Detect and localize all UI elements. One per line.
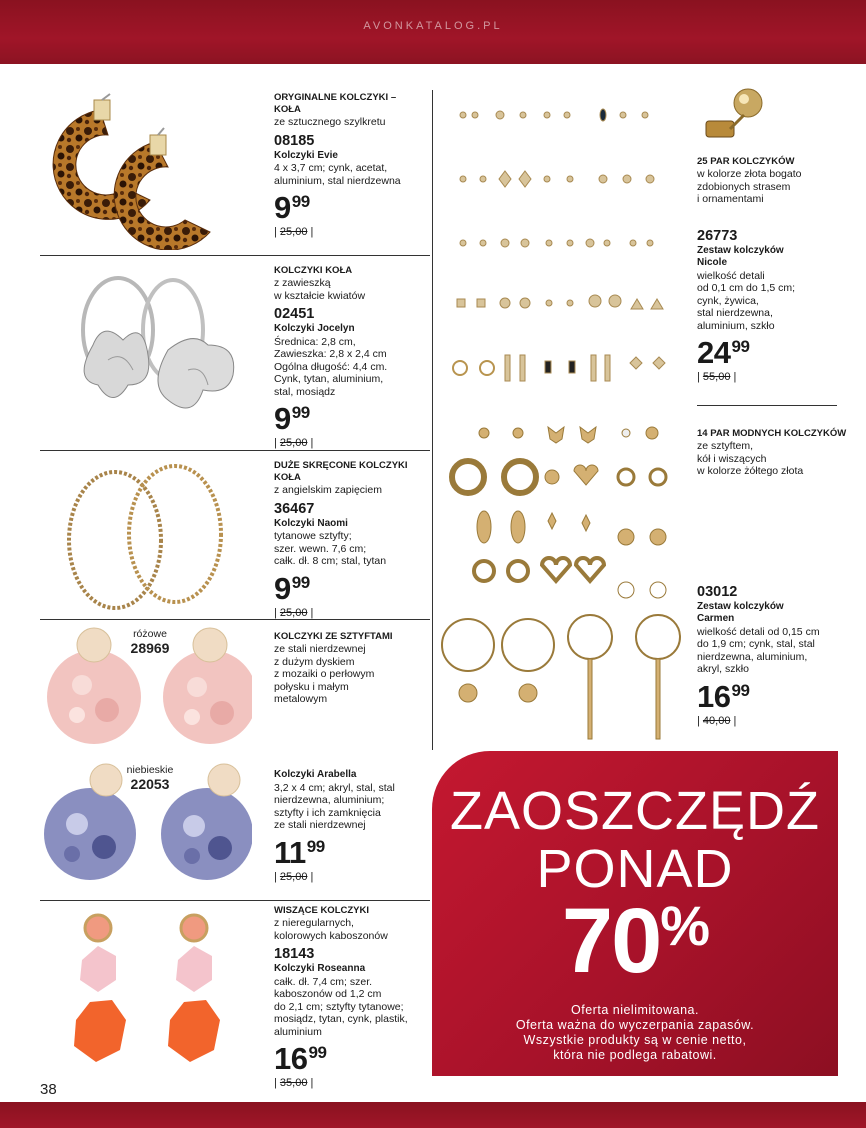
product-detail: Ogólna długość: 4,4 cm. [274, 360, 388, 373]
stud-closeup-image [700, 85, 770, 155]
product-code: 02451 [274, 306, 315, 322]
divider [40, 255, 430, 256]
product-roseanna [274, 905, 430, 1090]
product-detail: wielkość detali od 0,15 cm [697, 625, 820, 638]
product-code: 26773 [697, 227, 738, 244]
carmen-earrings-set-image [440, 415, 695, 745]
promo-line-1: ZAOSZCZĘDŹ [450, 781, 820, 841]
product-title: DUŻE SKRĘCONE KOLCZYKI KOŁA [274, 460, 408, 483]
evie-earrings-image [30, 90, 260, 250]
old-price: | 25,00 | [274, 606, 314, 619]
product-title: WISZĄCE KOLCZYKI [274, 905, 369, 916]
product-code: 08185 [274, 132, 315, 149]
product-title: KOLCZYKI KOŁA [274, 265, 353, 276]
product-subtitle: z zawieszką w kształcie kwiatów [274, 277, 366, 302]
top-banner [0, 0, 866, 64]
promo-banner [432, 751, 838, 1076]
product-detail: szer. wewn. 7,6 cm; [274, 542, 367, 555]
product-name: Zestaw kolczyków Nicole [697, 244, 784, 268]
product-detail: nierdzewna, aluminium; [274, 794, 385, 806]
product-title: ORYGINALNE KOLCZYKI – KOŁA [274, 92, 397, 115]
price: $11^{99}$ [274, 834, 325, 870]
product-subtitle: ze stali nierdzewnej z dużym dyskiem z mozaiki o perłowym połysku i małym metalowym [274, 643, 375, 705]
product-code: 03012 [697, 583, 738, 600]
divider [40, 619, 430, 620]
divider [40, 450, 430, 451]
promo-notes: Oferta nielimitowana. Oferta ważna do wyczerpania zapasów. Wszystkie produkty są w cenie netto, która nie podlega rabatowi. [515, 1003, 755, 1062]
price: $16^{99}$ [274, 1041, 327, 1076]
price: $9^{99}$ [274, 570, 310, 606]
product-detail: cynk, żywica, [697, 294, 759, 307]
column-divider [432, 90, 433, 750]
product-detail: całk. dł. 7,4 cm; szer. [274, 975, 373, 988]
price: $16^{99}$ [697, 678, 750, 714]
product-detail: Cynk, tytan, aluminium, [274, 373, 384, 385]
price: $24^{99}$ [697, 335, 750, 370]
product-subtitle: z angielskim zapięciem [274, 484, 382, 496]
product-detail: od 0,1 cm do 1,5 cm; [697, 282, 796, 294]
product-detail: mosiądz, tytan, cynk, plastik, [274, 1013, 408, 1025]
product-title: KOLCZYKI ZE SZTYFTAMI [274, 631, 393, 642]
product-jocelyn [274, 265, 424, 450]
product-subtitle: w kolorze złota bogato zdobionych strasem i ornamentami [697, 168, 802, 205]
product-name: Kolczyki Evie [274, 149, 338, 161]
old-price: | 25,00 | [274, 437, 314, 449]
promo-line-2: PONAD [536, 839, 734, 899]
product-subtitle: z nieregularnych, kolorowych kaboszonów [274, 917, 388, 942]
product-detail: całk. dł. 8 cm; stal, tytan [274, 555, 387, 567]
product-detail: 4 x 3,7 cm; cynk, acetat, [274, 162, 388, 174]
product-name: Kolczyki Roseanna [274, 963, 366, 974]
old-price: | 25,00 | [274, 870, 314, 883]
product-subtitle: ze sztucznego szylkretu [274, 116, 386, 128]
product-code: 18143 [274, 946, 315, 962]
old-price: | 55,00 | [697, 371, 737, 383]
product-detail: do 1,9 cm; cynk, stal, stal [697, 638, 815, 650]
product-title: 14 PAR MODNYCH KOLCZYKÓW [697, 428, 847, 439]
product-detail: do 2,1 cm; sztyfty tytanowe; [274, 1000, 404, 1013]
product-evie [274, 92, 424, 239]
product-name: Kolczyki Arabella [274, 769, 357, 780]
product-carmen [697, 428, 847, 727]
product-title: 25 PAR KOLCZYKÓW [697, 156, 795, 167]
product-detail: tytanowe sztyfty; [274, 530, 352, 542]
old-price: | 35,00 | [274, 1077, 314, 1089]
product-detail: akryl, szkło [697, 663, 749, 675]
price: $9^{99}$ [274, 190, 310, 225]
site-watermark: AVONKATALOG.PL [363, 20, 503, 32]
product-subtitle: ze sztyftem, kół i wiszących w kolorze żółtego złota [697, 440, 804, 477]
product-detail: nierdzewna, aluminium, [697, 650, 808, 663]
old-price: | 40,00 | [697, 714, 737, 727]
bottom-banner [0, 1102, 866, 1128]
product-naomi [274, 460, 424, 619]
old-price: | 25,00 | [274, 226, 314, 238]
divider [697, 405, 837, 406]
product-name: Zestaw kolczyków Carmen [697, 600, 784, 624]
page-number: 38 [40, 1081, 57, 1098]
price: $9^{99}$ [274, 401, 310, 436]
product-nicole [697, 156, 847, 384]
product-detail: aluminium, stal nierdzewna [274, 174, 401, 187]
product-name: Kolczyki Naomi [274, 517, 348, 529]
product-detail: aluminium, szkło [697, 319, 775, 332]
promo-percent: 70% [561, 890, 709, 992]
nicole-earrings-set-image [445, 95, 670, 390]
product-detail: Zawieszka: 2,8 x 2,4 cm [274, 348, 387, 360]
roseanna-earrings-image [70, 910, 250, 1080]
product-detail: wielkość detali [697, 269, 765, 282]
product-detail: sztyfty i ich zamknięcia [274, 806, 381, 819]
variant-pink: różowe 28969 [130, 628, 170, 656]
product-code: 36467 [274, 500, 315, 517]
product-name: Kolczyki Jocelyn [274, 323, 355, 334]
naomi-earrings-image [55, 462, 245, 614]
product-detail: aluminium [274, 1025, 322, 1038]
product-detail: stal nierdzewna, [697, 307, 773, 319]
product-arabella-desc [274, 631, 424, 706]
product-detail: kaboszonów od 1,2 cm [274, 988, 382, 1000]
divider [40, 900, 430, 901]
product-detail: stal, mosiądz [274, 385, 336, 398]
variant-blue: niebieskie 22053 [126, 764, 174, 792]
product-detail: Średnica: 2,8 cm, [274, 335, 356, 348]
product-detail: ze stali nierdzewnej [274, 819, 366, 831]
product-detail: 3,2 x 4 cm; akryl, stal, stal [274, 781, 395, 794]
product-arabella [274, 769, 424, 883]
jocelyn-earrings-image [48, 270, 248, 445]
